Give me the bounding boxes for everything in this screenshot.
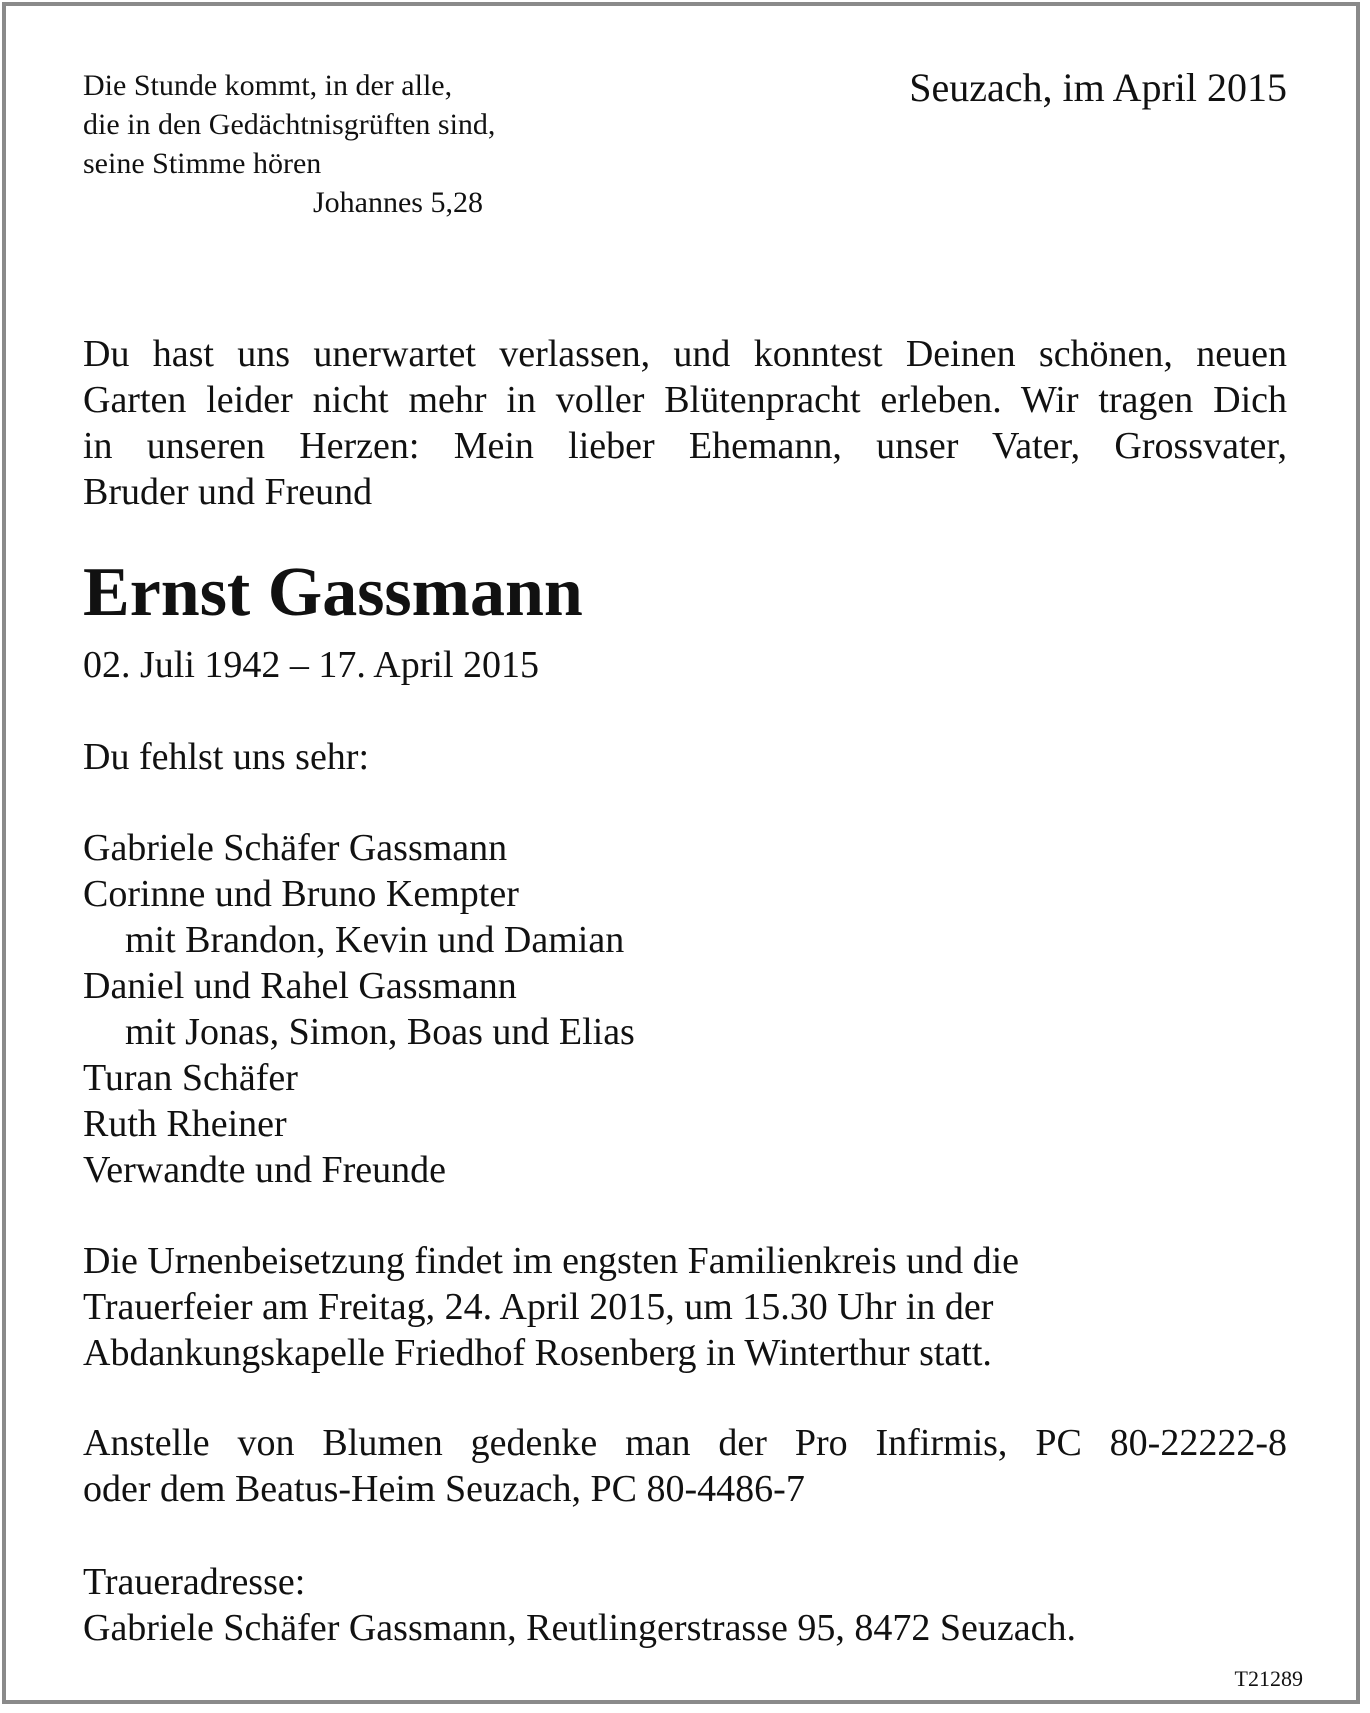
intro-line: Du hast uns unerwartet verlassen, und konntest Deinen schönen, neuen [83, 333, 1287, 375]
ceremony-line: Die Urnenbeisetzung findet im engsten Familienkreis und die [83, 1240, 1020, 1282]
ceremony-line: Trauerfeier am Freitag, 24. April 2015, um 15.30 Uhr in der [83, 1286, 994, 1328]
intro-line: Bruder und Freund [83, 471, 373, 513]
list-item: Gabriele Schäfer Gassmann [83, 827, 508, 869]
list-item: mit Jonas, Simon, Boas und Elias [125, 1011, 635, 1053]
list-item: Ruth Rheiner [83, 1103, 287, 1145]
address-label: Traueradresse: [83, 1561, 306, 1603]
intro-line: Garten leider nicht mehr in voller Blütenpracht erleben. Wir tragen Dich [83, 379, 1287, 421]
donation-paragraph [83, 1420, 1287, 1512]
donation-line: Anstelle von Blumen gedenke man der Pro Infirmis, PC 80-22222-8 [83, 1422, 1287, 1464]
life-dates: 02. Juli 1942 – 17. April 2015 [83, 644, 540, 686]
mourners-list [83, 825, 635, 1193]
verse-reference: Johannes 5,28 [313, 186, 483, 219]
donation-line: oder dem Beatus-Heim Seuzach, PC 80-4486-7 [83, 1468, 805, 1510]
ceremony-line: Abdankungskapelle Friedhof Rosenberg in Winterthur statt. [83, 1332, 992, 1374]
list-item: mit Brandon, Kevin und Damian [125, 919, 625, 961]
intro-line: in unseren Herzen: Mein lieber Ehemann, unser Vater, Grossvater, [83, 425, 1287, 467]
reference-code: T21289 [1234, 1666, 1303, 1691]
bible-verse [83, 66, 495, 183]
ceremony-paragraph [83, 1238, 1019, 1376]
list-item: Turan Schäfer [83, 1057, 298, 1099]
place-and-date: Seuzach, im April 2015 [909, 65, 1287, 110]
list-item: Corinne und Bruno Kempter [83, 873, 519, 915]
intro-paragraph [83, 331, 1287, 515]
verse-line: seine Stimme hören [83, 147, 322, 180]
list-item: Daniel und Rahel Gassmann [83, 965, 517, 1007]
verse-line: Die Stunde kommt, in der alle, [83, 69, 453, 102]
miss-line: Du fehlst uns sehr: [83, 736, 370, 778]
verse-line: die in den Gedächtnisgrüften sind, [83, 108, 496, 141]
deceased-name: Ernst Gassmann [83, 554, 583, 631]
list-item: Verwandte und Freunde [83, 1149, 447, 1191]
mourning-address: Gabriele Schäfer Gassmann, Reutlingerstrasse 95, 8472 Seuzach. [83, 1607, 1076, 1649]
